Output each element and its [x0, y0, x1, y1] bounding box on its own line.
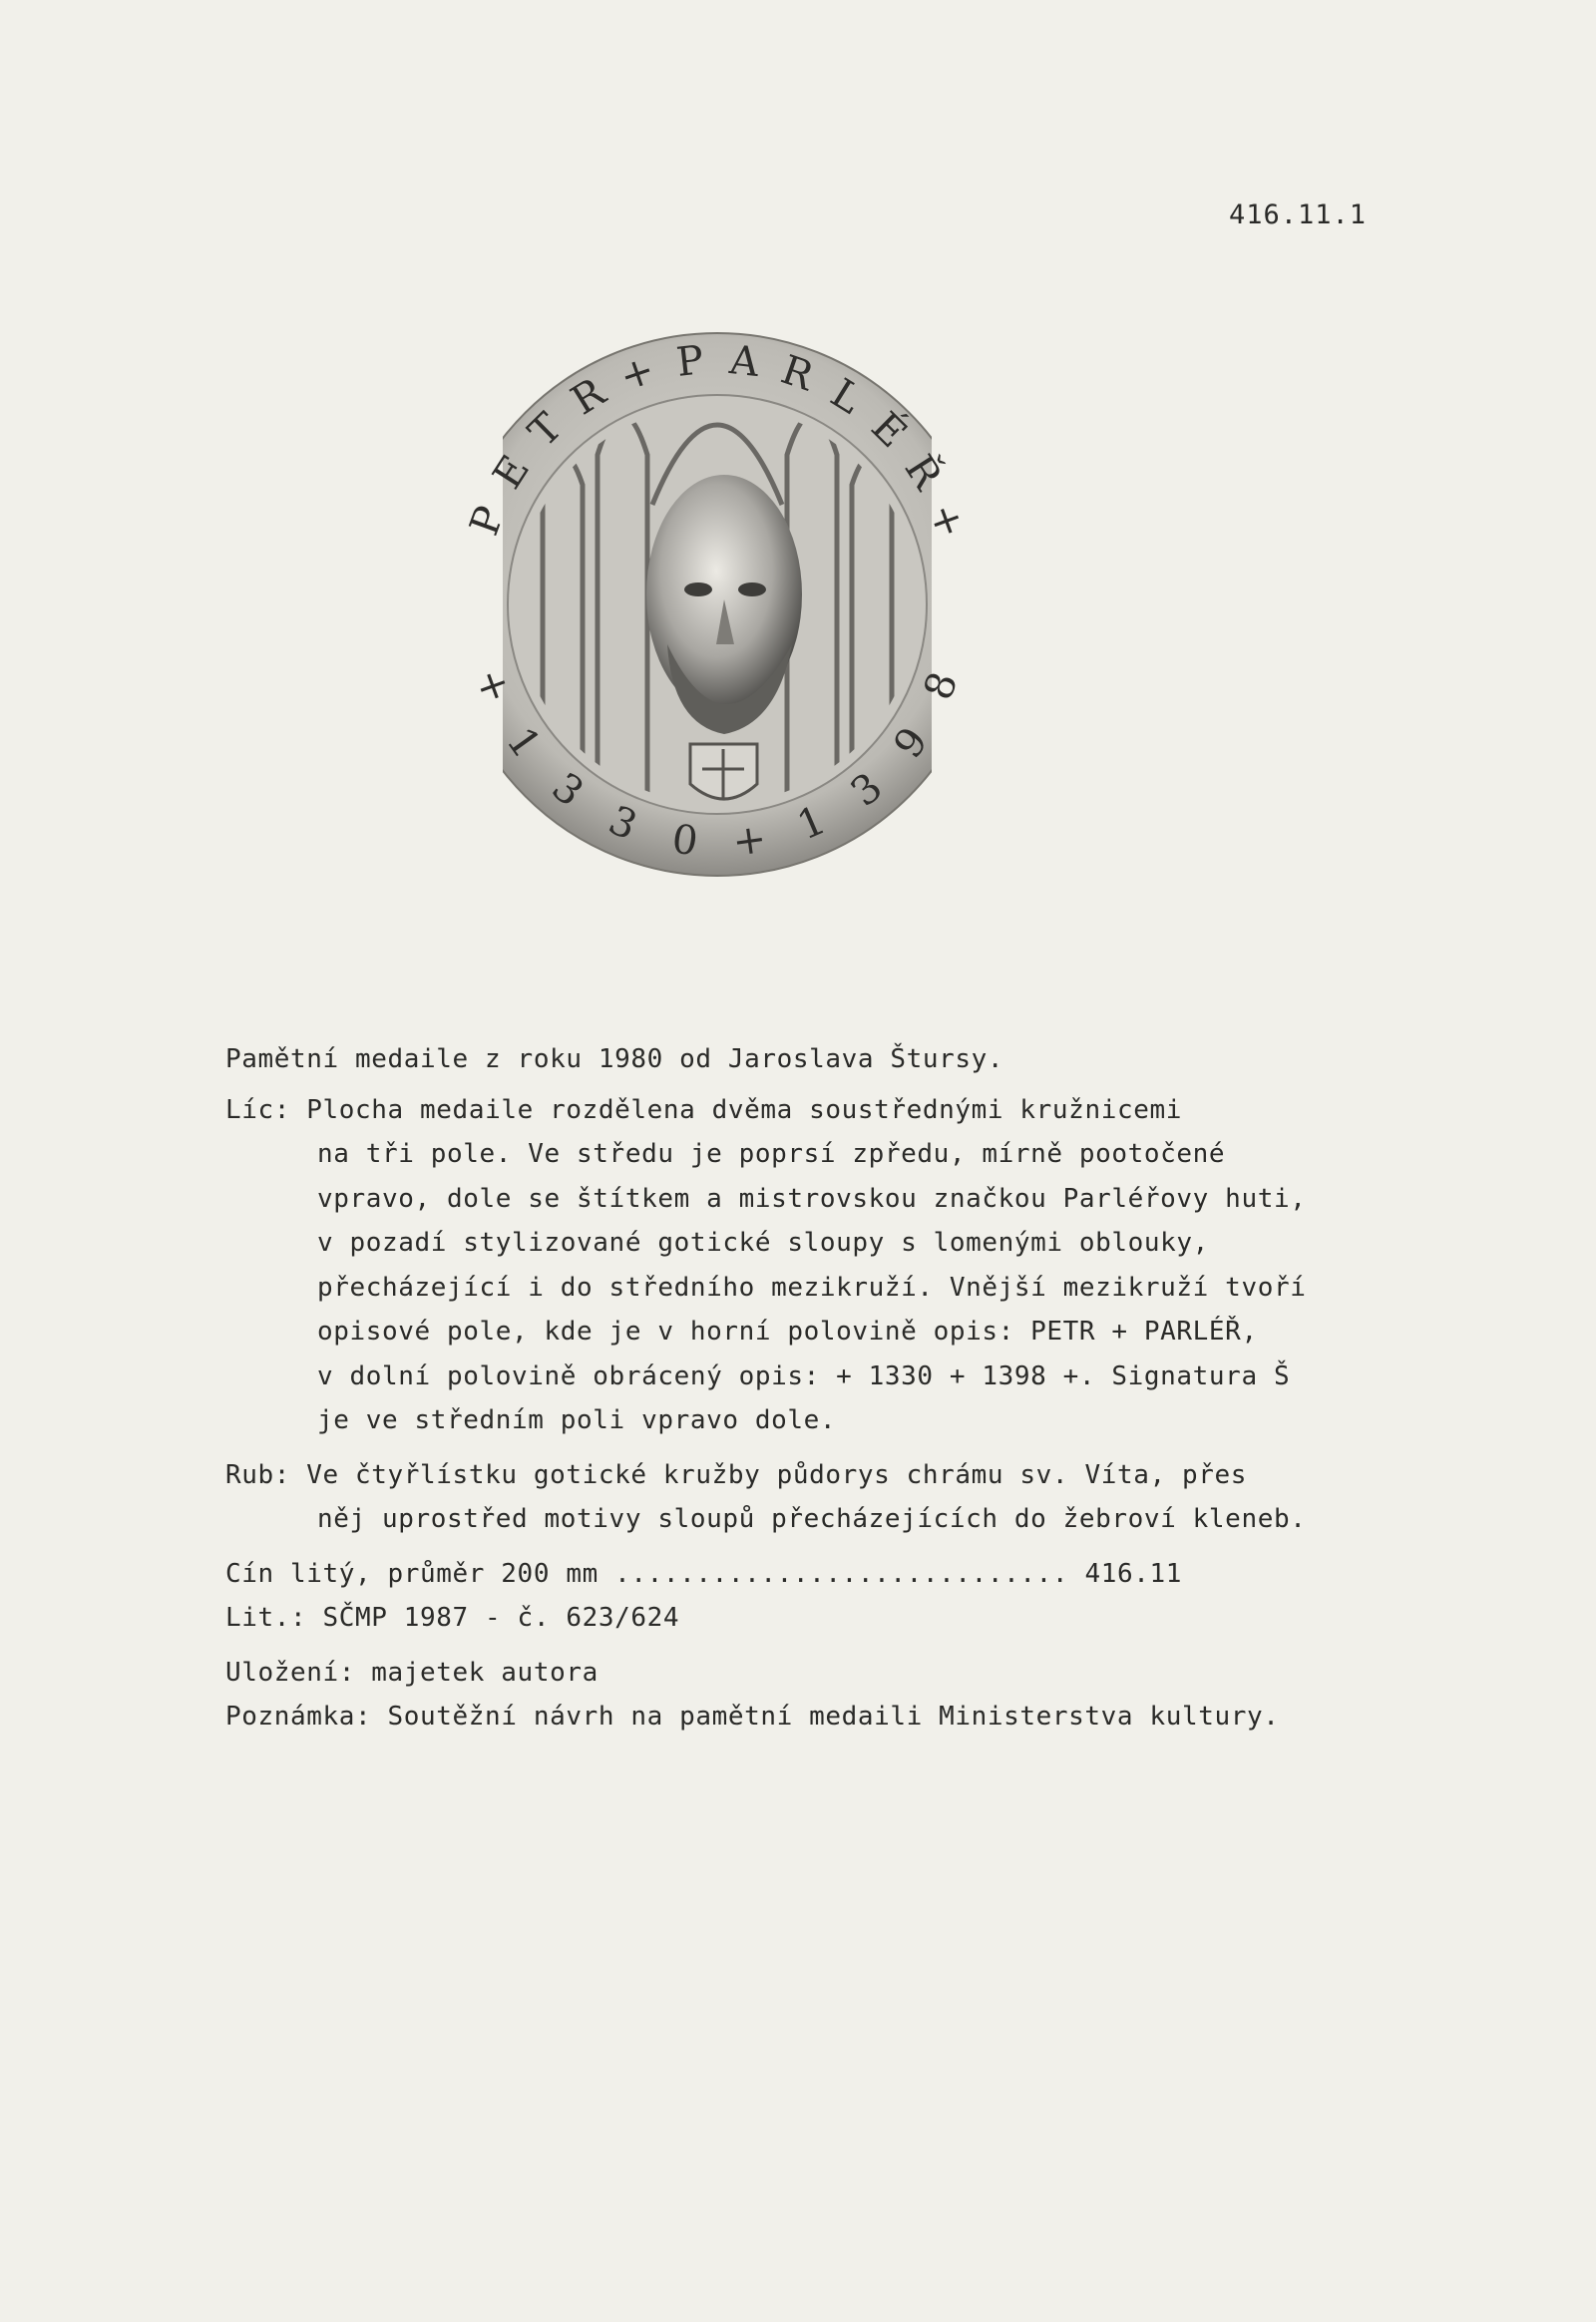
- medal-top-letter: P: [673, 337, 706, 386]
- lic-line: v dolní polovině obrácený opis: + 1330 + 1398 +. Signatura Š: [317, 1360, 1291, 1391]
- lic-line: v pozadí stylizované gotické sloupy s lomenými oblouky,: [317, 1228, 1209, 1258]
- medal-top-letter: +: [613, 346, 661, 401]
- lic-line: přecházející i do středního mezikruží. Vnější mezikruží tvoří: [317, 1272, 1307, 1303]
- medal-top-letter: E: [484, 447, 540, 498]
- lic-section: [225, 1088, 1452, 1443]
- medal-top-letter: R: [775, 346, 819, 401]
- rub-line: něj uprostřed motivy sloupů přecházejících do žebroví kleneb.: [317, 1504, 1307, 1534]
- medal-top-letter: É: [862, 403, 916, 457]
- medal-bottom-letter: +: [466, 662, 521, 710]
- material-text: Cín litý, průměr 200 mm: [225, 1558, 598, 1589]
- material-line: [225, 1552, 1452, 1597]
- medal-bottom-letter: 9: [885, 719, 938, 767]
- rub-line: Ve čtyřlístku gotické kružby půdorys chrámu sv. Víta, přes: [306, 1459, 1247, 1490]
- caption: Pamětní medaile z roku 1980 od Jaroslava Štursy.: [225, 1044, 1004, 1074]
- material-number: 416.11: [1084, 1558, 1182, 1589]
- medal-bottom-letter: 3: [842, 764, 892, 816]
- catalog-number: 416.11.1: [1229, 199, 1368, 230]
- medal-top-letter: Ř: [895, 447, 951, 498]
- material-leader: ............................: [614, 1558, 1069, 1589]
- description-block: [225, 1037, 1452, 1740]
- rub-label: Rub:: [225, 1459, 291, 1490]
- lic-line: na tři pole. Ve středu je poprsí zpředu, mírně pootočené: [317, 1139, 1226, 1169]
- medal-top-letter: R: [563, 369, 613, 425]
- medal-top-letter: +: [919, 497, 975, 545]
- literature: Lit.: SČMP 1987 - č. 623/624: [225, 1603, 680, 1633]
- lic-line: Plocha medaile rozdělena dvěma soustřednými kružnicemi: [306, 1094, 1182, 1125]
- lic-line: je ve středním poli vpravo dole.: [317, 1405, 837, 1435]
- medal-top-letter: P: [461, 500, 514, 542]
- medal-top-letter: L: [822, 370, 870, 424]
- lic-label: Líc:: [225, 1094, 291, 1125]
- lic-line: opisové pole, kde je v horní polovině opis: PETR + PARLÉŘ,: [317, 1317, 1258, 1347]
- location: Uložení: majetek autora: [225, 1657, 598, 1688]
- lic-line: vpravo, dole se štítkem a mistrovskou značkou Parléřovy huti,: [317, 1183, 1307, 1214]
- medal-inscription: [461, 305, 975, 904]
- note: Poznámka: Soutěžní návrh na pamětní medaili Ministerstva kultury.: [225, 1702, 1280, 1732]
- medal-bottom-letter: 3: [543, 764, 593, 816]
- medal-bottom-letter: 3: [601, 797, 644, 850]
- medal-top-letter: A: [727, 337, 762, 386]
- medal-bottom-letter: 8: [915, 665, 968, 706]
- medal-bottom-letter: 0: [668, 816, 701, 866]
- medal-bottom-letter: 1: [790, 797, 833, 850]
- medal-bottom-letter: +: [729, 815, 770, 866]
- bleed-through-text: [214, 299, 228, 343]
- rub-section: [225, 1453, 1452, 1542]
- medal-bottom-letter: 1: [497, 719, 550, 767]
- medal-top-letter: T: [520, 404, 572, 457]
